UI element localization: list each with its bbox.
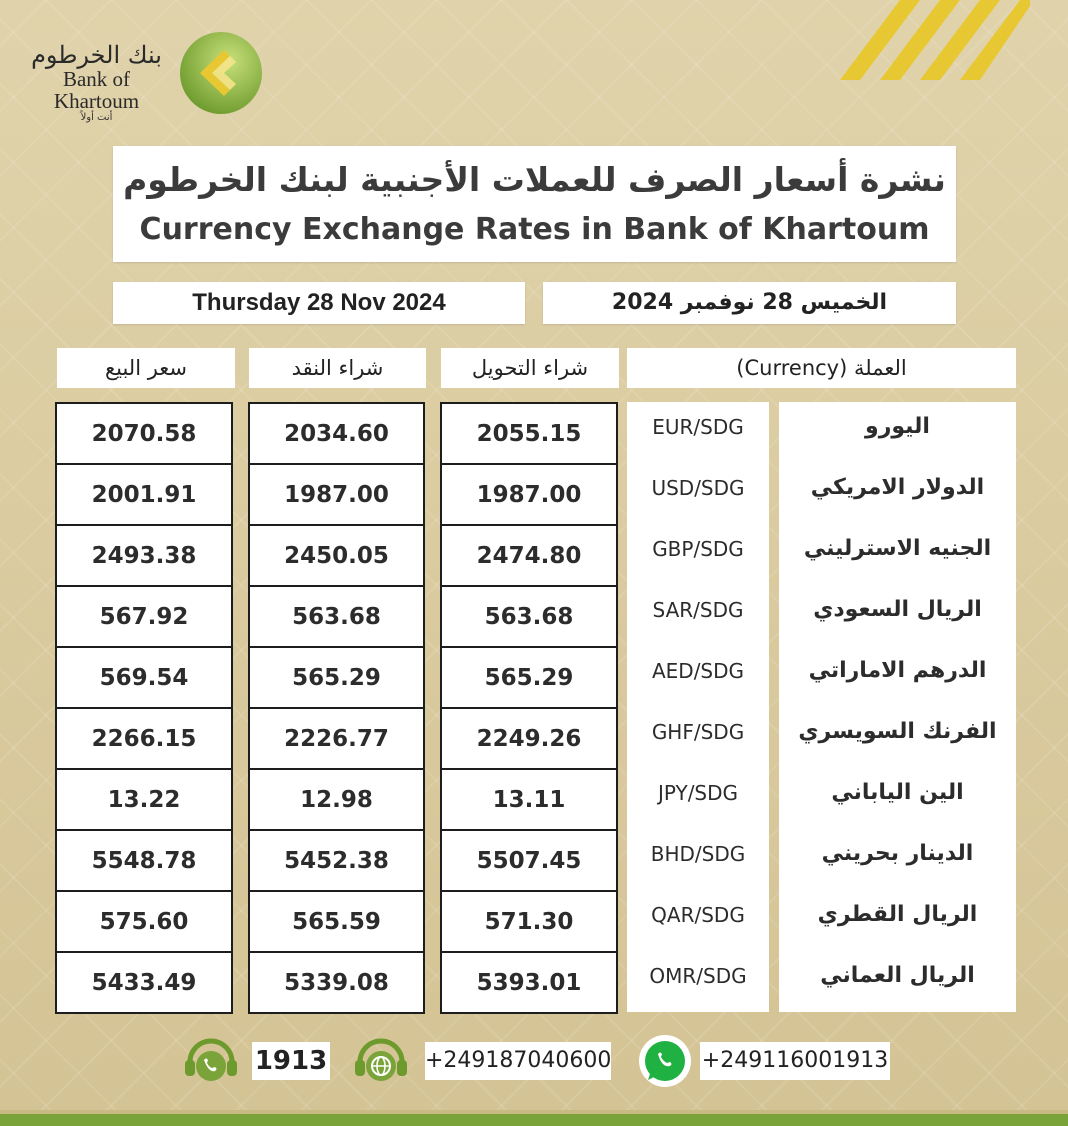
cash-buy-cell: 2034.60 [250, 404, 423, 465]
transfer-buy-cell: 5507.45 [442, 831, 616, 892]
currency-code: USD/SDG [651, 476, 745, 500]
currency-code: GBP/SDG [652, 537, 744, 561]
currency-name: الين الياباني [831, 780, 964, 805]
whatsapp-number[interactable]: +249116001913 [700, 1042, 890, 1080]
decorative-stripes [820, 0, 1030, 80]
date-box-ar [543, 282, 956, 324]
currency-name: الريال السعودي [813, 597, 982, 622]
sell-cell: 5548.78 [57, 831, 231, 892]
date-box-en [113, 282, 525, 324]
cash-buy-cell: 5452.38 [250, 831, 423, 892]
cash-buy-cell: 12.98 [250, 770, 423, 831]
currency-name: الريال العماني [820, 963, 975, 988]
transfer-buy-cell: 2055.15 [442, 404, 616, 465]
transfer-buy-cell: 565.29 [442, 648, 616, 709]
cash-buy-cell: 2226.77 [250, 709, 423, 770]
currency-name: الريال القطري [817, 902, 978, 927]
bank-logo-text [24, 42, 169, 124]
transfer-buy-cell: 2474.80 [442, 526, 616, 587]
header-transfer-buy: شراء التحويل [441, 348, 619, 388]
sell-cell: 569.54 [57, 648, 231, 709]
page-title-ar: نشرة أسعار الصرف للعملات الأجنبية لبنك الخرطوم [123, 160, 946, 199]
headset-phone-icon [180, 1030, 242, 1092]
cash-buy-cell: 563.68 [250, 587, 423, 648]
cash-buy-cell: 1987.00 [250, 465, 423, 526]
cash-buy-cell: 2450.05 [250, 526, 423, 587]
currency-name: الدينار بحريني [821, 841, 974, 866]
currency-code: EUR/SDG [652, 415, 744, 439]
currency-code: QAR/SDG [651, 903, 745, 927]
call-center-number[interactable]: 1913 [252, 1042, 330, 1080]
cash-buy-cell: 5339.08 [284, 970, 389, 996]
transfer-buy-cell: 1987.00 [442, 465, 616, 526]
cash-buy-cell: 565.29 [250, 648, 423, 709]
header-cash-buy: شراء النقد [249, 348, 426, 388]
currency-name: اليورو [865, 414, 930, 439]
page-title-en: Currency Exchange Rates in Bank of Khartoum [139, 212, 930, 247]
header-currency: العملة (Currency) [627, 348, 1016, 388]
header-sell: سعر البيع [57, 348, 235, 388]
whatsapp-icon [634, 1030, 696, 1092]
bank-tagline: أنت أولاً [80, 112, 113, 123]
currency-name: الدولار الامريكي [810, 475, 985, 500]
transfer-buy-cell: 13.11 [442, 770, 616, 831]
currency-name: الجنيه الاسترليني [803, 536, 992, 561]
currency-code: BHD/SDG [650, 842, 746, 866]
currency-code: SAR/SDG [652, 598, 744, 622]
currency-name: الفرنك السويسري [798, 719, 997, 744]
date-ar: الخميس 28 نوفمبر 2024 [611, 290, 888, 315]
currency-code: JPY/SDG [657, 781, 739, 805]
transfer-buy-cell: 5393.01 [476, 970, 582, 996]
bank-name-en: Bank of Khartoum [53, 67, 140, 113]
phone-number[interactable]: +249187040600 [425, 1042, 611, 1080]
sell-cell: 2493.38 [57, 526, 231, 587]
sell-cell: 5433.49 [91, 970, 197, 996]
footer-band [0, 1114, 1068, 1126]
transfer-buy-cell: 2249.26 [442, 709, 616, 770]
bank-logo-icon [178, 30, 264, 116]
transfer-buy-column [440, 402, 618, 1014]
cash-buy-cell: 565.59 [250, 892, 423, 953]
transfer-buy-cell: 563.68 [442, 587, 616, 648]
sell-cell: 2070.58 [57, 404, 231, 465]
bank-name-ar: بنك الخرطوم [31, 41, 162, 69]
currency-code: GHF/SDG [651, 720, 745, 744]
cash-buy-column [248, 402, 425, 1014]
currency-name-column [779, 402, 1016, 1012]
sell-column [55, 402, 233, 1014]
sell-cell: 567.92 [57, 587, 231, 648]
transfer-buy-cell: 571.30 [442, 892, 616, 953]
sell-cell: 575.60 [57, 892, 231, 953]
currency-code-column [627, 402, 769, 1012]
sell-cell: 2001.91 [57, 465, 231, 526]
sell-cell: 2266.15 [57, 709, 231, 770]
currency-code: AED/SDG [651, 659, 745, 683]
currency-code: OMR/SDG [649, 964, 747, 988]
title-card [113, 146, 956, 262]
currency-name: الدرهم الاماراتي [808, 658, 987, 683]
sell-cell: 13.22 [57, 770, 231, 831]
date-en: Thursday 28 Nov 2024 [192, 289, 446, 316]
headset-globe-icon [350, 1030, 412, 1092]
